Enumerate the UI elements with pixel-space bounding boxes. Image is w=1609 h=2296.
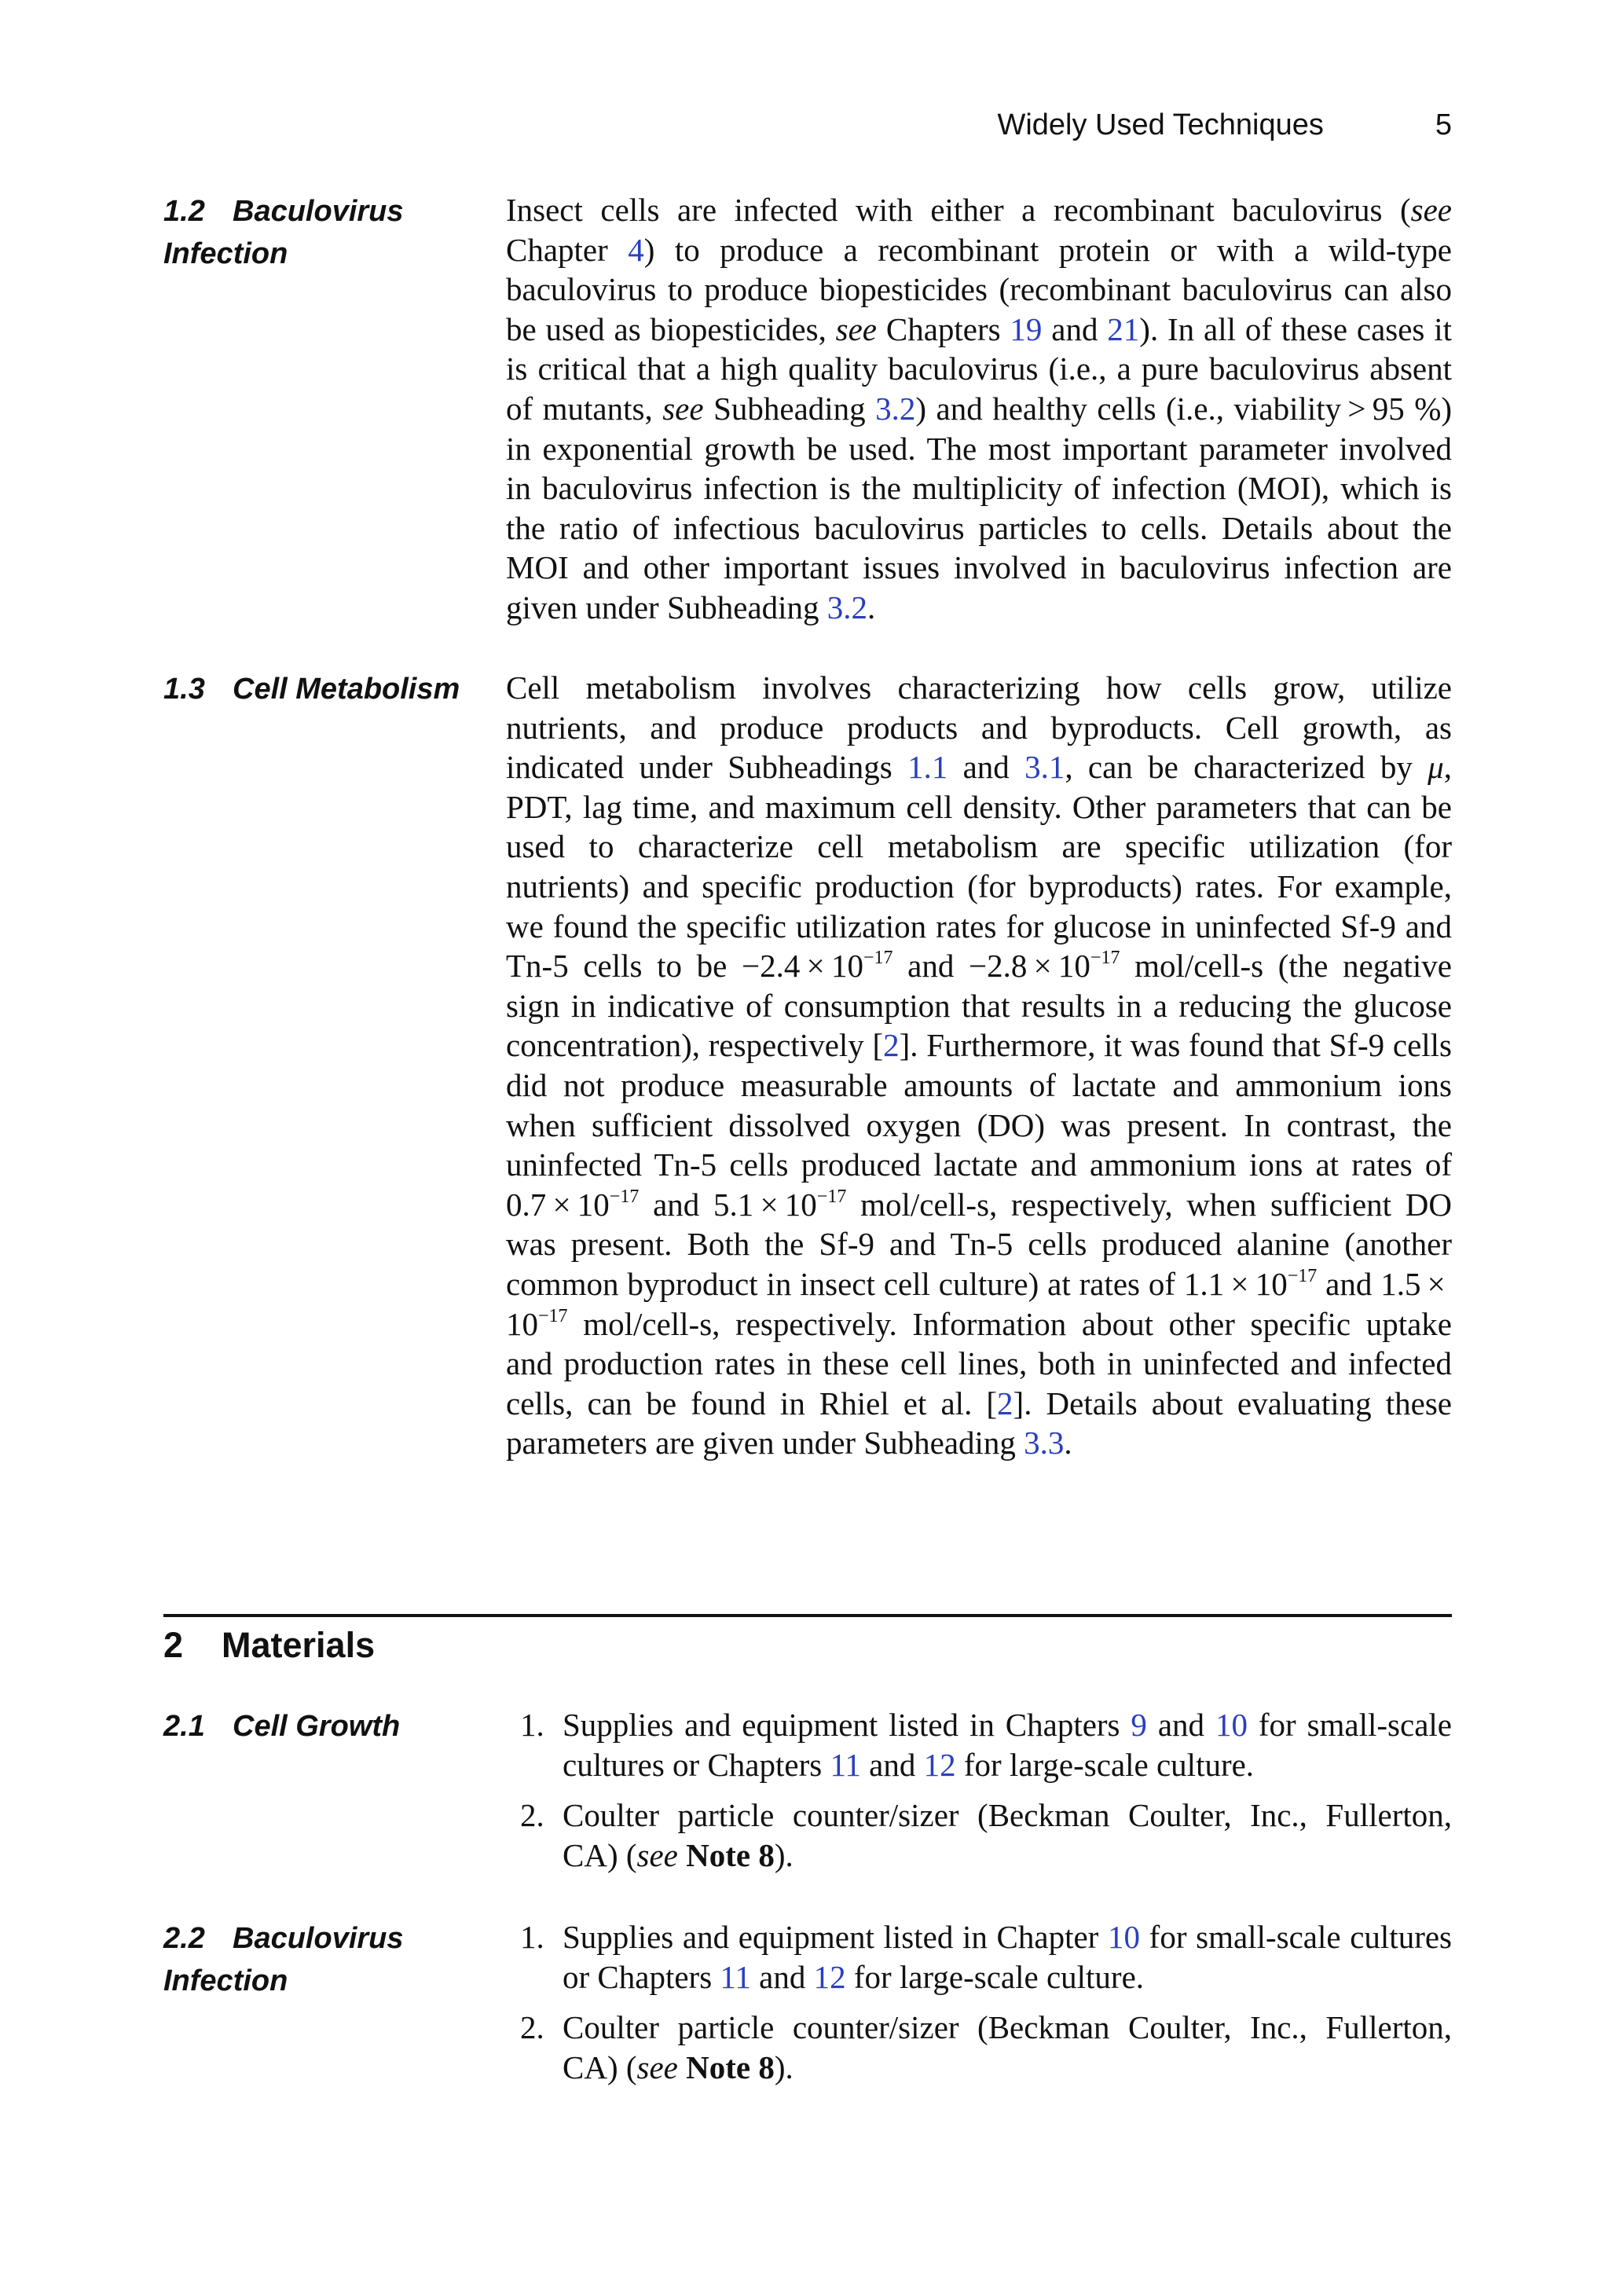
link-reference-2[interactable]: 2 [883,1027,900,1064]
section-1-2-heading: 1.2 Baculovirus Infection [163,195,404,270]
list-item: 1. Supplies and equipment listed in Chapter 10 for small-scale cultures or Chapters 11 and 12 for large-scale culture. [520,1919,1453,1995]
link-subheading-3-2[interactable]: 3.2 [875,390,916,427]
page-number: 5 [1435,108,1452,141]
link-chapter-11[interactable]: 11 [830,1746,861,1783]
section-2-1-list [506,1705,1452,1886]
section-divider [163,1614,1452,1617]
link-chapter-11[interactable]: 11 [720,1958,751,1995]
list-item: 1. Supplies and equipment listed in Chapters 9 and 10 for small-scale cultures or Chapters 11 and 12 for large-scale culture. [520,1707,1452,1783]
running-head [997,108,1452,142]
link-chapter-21[interactable]: 21 [1107,310,1140,347]
section-2-2-heading: 2.2 Baculovirus Infection [163,1922,404,1997]
section-1-3-paragraph: Cell metabolism involves characterizing how cells grow, utilize nutrients, and produce products and byproducts. Cell growth, as indicated under Subheadings 1.1 and 3.1, can be characterized by μ, PDT, lag time, and maximum cell density. Other parameters that can be used to characterize cell metabolism are specific utilization (for nutrients) and specific production (for byproducts) rates. For example, we found the specific utilization rates for glucose in uninfected Sf-9 and Tn-5 cells to be $-2.4 \times 10^{-17}$ and $-2.8 \times 10^{-17}$ mol/cell-s (the negative sign in indicative of consumption that results in a reducing the glucose concentration), respectively [2]. Furthermore, it was found that Sf-9 cells did not produce measurable amounts of lactate and ammonium ions when sufficient dissolved oxygen (DO) was present. In contrast, the uninfected Tn-5 cells produced lactate and ammonium ions at rates of $0.7 \times 10^{-17}$ and $5.1 \times 10^{-17}$ mol/cell-s, respectively, when sufficient DO was present. Both the Sf-9 and Tn-5 cells produced alanine (another common byproduct in insect cell culture) at rates of $1.1 \times 10^{-17}$ and $1.5 \times 10^{-17}$ mol/cell-s, respectively. Information about other specific uptake and production rates in these cell lines, both in uninfected and infected cells, can be found in Rhiel et al. [2]. Details about evaluating these parameters are given under Subheading 3.3. [506,669,1453,1462]
link-chapter-4[interactable]: 4 [628,231,644,268]
running-head-title: Widely Used Techniques [997,108,1324,141]
section-1-3-heading: 1.3 Cell Metabolism [163,673,460,706]
section-2-1-heading: 2.1 Cell Growth [163,1710,401,1743]
list-item: 2. Coulter particle counter/sizer (Beckman Coulter, Inc., Fullerton, CA) (see Note 8). [520,2009,1452,2085]
section-2-2-list [506,1917,1452,2098]
link-reference-2[interactable]: 2 [997,1385,1013,1421]
link-subheading-3-3[interactable]: 3.3 [1024,1425,1065,1462]
link-chapter-12[interactable]: 12 [813,1958,846,1995]
link-chapter-12[interactable]: 12 [923,1746,956,1783]
link-subheading-3-2[interactable]: 3.2 [826,589,868,625]
list-item: 2. Coulter particle counter/sizer (Beckman Coulter, Inc., Fullerton, CA) (see Note 8). [520,1797,1452,1873]
link-chapter-10[interactable]: 10 [1215,1707,1248,1743]
section-1-2-paragraph: Insect cells are infected with either a recombinant baculovirus (see Chapter 4) to produce a recombinant protein or with a wild-type baculovirus to produce biopesticides (recombinant baculovirus can also be used as biopesticides, see Chapters 19 and 21). In all of these cases it is critical that a high quality baculovirus (i.e., a pure baculovirus absent of mutants, see Subheading 3.2) and healthy cells (i.e., viability > 95 %) in exponential growth be used. The most important parameter involved in baculovirus infection is the multiplicity of infection (MOI), which is the ratio of infectious baculovirus particles to cells. Details about the MOI and other important issues involved in baculovirus infection are given under Subheading 3.2. [506,192,1453,625]
link-chapter-10[interactable]: 10 [1108,1919,1140,1955]
link-subheading-3-1[interactable]: 3.1 [1024,749,1065,786]
link-chapter-9[interactable]: 9 [1131,1707,1147,1743]
link-subheading-1-1[interactable]: 1.1 [907,749,948,786]
materials-heading: 2 Materials [163,1625,376,1665]
link-chapter-19[interactable]: 19 [1010,310,1043,347]
